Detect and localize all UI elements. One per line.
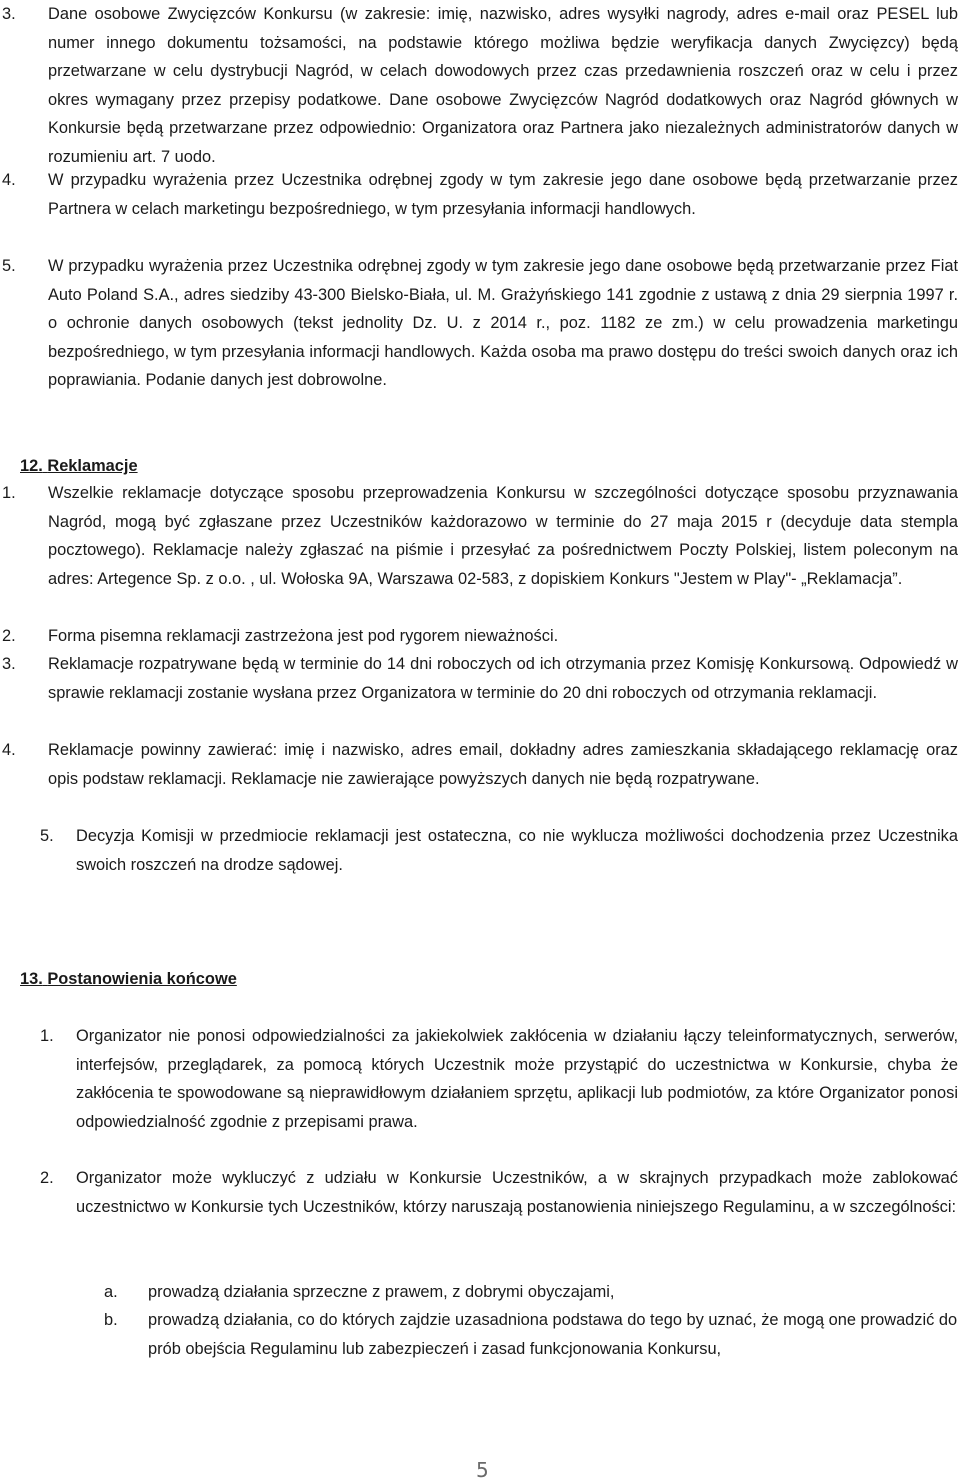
list-letter: a.	[104, 1283, 118, 1301]
section-heading-13	[2, 965, 237, 993]
list-number: 3.	[2, 655, 16, 673]
page-number: 5	[476, 1458, 489, 1482]
reklamacje-item-5	[40, 822, 958, 879]
reklamacje-item-3	[2, 650, 958, 707]
reklamacje-item-1	[2, 479, 958, 593]
list-text: Wszelkie reklamacje dotyczące sposobu przeprowadzenia Konkursu w szczególności dotyczące sposobu przyznawania Nagród, mogą być zgłaszane przez Uczestników każdorazowo w terminie do 27 maja 2015 r (decyduje data stempla pocztowego). Reklamacje należy zgłaszać na piśmie i przesyłać za pośrednictwem Poczty Polskiej, listem poleconym na adres: Artegence Sp. z o.o. , ul. Wołoska 9A, Warszawa 02-583, z dopiskiem Konkurs "Jestem w Play"- „Reklamacja”.	[48, 484, 958, 588]
list-text: Forma pisemna reklamacji zastrzeżona jest pod rygorem nieważności.	[48, 627, 559, 645]
list-number: 1.	[2, 484, 16, 502]
list-number: 4.	[2, 171, 16, 189]
list-text: Organizator może wykluczyć z udziału w Konkursie Uczestników, a w skrajnych przypadkach może zablokować uczestnictwo w Konkursie tych Uczestników, którzy naruszają postanowienia niniejszego Regulaminu, a w szczególności:	[76, 1169, 958, 1216]
list-text: prowadzą działania sprzeczne z prawem, z dobrymi obyczajami,	[148, 1283, 615, 1301]
list-text: W przypadku wyrażenia przez Uczestnika odrębnej zgody w tym zakresie jego dane osobowe będą przetwarzanie przez Fiat Auto Poland S.A., adres siedziby 43-300 Bielsko-Biała, ul. M. Grażyńskiego 141 zgodnie z ustawą z dnia 29 sierpnia 1997 r. o ochronie danych osobowych (tekst jednolity Dz. U. z 2014 r., poz. 1182 ze zm.) w celu prowadzenia marketingu bezpośredniego, w tym przesyłania informacji handlowych. Każda osoba ma prawo dostępu do treści swoich danych oraz ich poprawiania. Podanie danych jest dobrowolne.	[48, 257, 958, 389]
list-item-3	[2, 0, 958, 171]
list-text: prowadzą działania, co do których zajdzie uzasadniona podstawa do tego by uznać, że mogą one prowadzić do prób obejścia Regulaminu lub zabezpieczeń i zasad funkcjonowania Konkursu,	[148, 1311, 958, 1358]
list-text: W przypadku wyrażenia przez Uczestnika odrębnej zgody w tym zakresie jego dane osobowe będą przetwarzanie przez Partnera w celach marketingu bezpośredniego, w tym przesyłania informacji handlowych.	[48, 171, 958, 218]
section-number: 13.	[20, 970, 43, 988]
list-number: 5.	[2, 257, 16, 275]
list-text: Dane osobowe Zwycięzców Konkursu (w zakresie: imię, nazwisko, adres wysyłki nagrody, adres e-mail oraz PESEL lub numer innego dokumentu tożsamości, na podstawie którego możliwa będzie weryfikacja danych Zwycięzcy) będą przetwarzane w celu dystrybucji Nagród, w celach dowodowych przez czas przedawnienia roszczeń oraz w celu i przez okres wymagany przez przepisy podatkowe. Dane osobowe Zwycięzców Nagród dodatkowych oraz Nagród głównych w Konkursie będą przetwarzane przez odpowiednio: Organizatora oraz Partnera jako niezależnych administratorów danych w rozumieniu art. 7 uodo.	[48, 5, 958, 166]
postanowienia-subitem-a	[104, 1278, 958, 1307]
list-number: 2.	[2, 627, 16, 645]
section-title: Postanowienia końcowe	[47, 970, 237, 988]
list-text: Reklamacje rozpatrywane będą w terminie do 14 dni roboczych od ich otrzymania przez Komisję Konkursową. Odpowiedź w sprawie reklamacji zostanie wysłana przez Organizatora w terminie do 20 dni roboczych od otrzymania reklamacji.	[48, 655, 958, 702]
section-heading-12	[2, 452, 138, 480]
postanowienia-item-2	[40, 1164, 958, 1221]
list-text: Organizator nie ponosi odpowiedzialności za jakiekolwiek zakłócenia w działaniu łączy teleinformatycznych, serwerów, interfejsów, przeglądarek, za pomocą których Uczestnik może przystąpić do uczestnictwa w Konkursie, chyba że zakłócenia te spowodowane są nieprawidłowym działaniem sprzętu, aplikacji lub podmiotów, za które Organizator ponosi odpowiedzialność zgodnie z przepisami prawa.	[76, 1027, 958, 1131]
list-text: Decyzja Komisji w przedmiocie reklamacji jest ostateczna, co nie wyklucza możliwości dochodzenia przez Uczestnika swoich roszczeń na drodze sądowej.	[76, 827, 958, 874]
list-number: 3.	[2, 5, 16, 23]
list-number: 5.	[40, 827, 54, 845]
list-letter: b.	[104, 1311, 118, 1329]
list-number: 2.	[40, 1169, 54, 1187]
postanowienia-item-1	[40, 1022, 958, 1136]
postanowienia-subitem-b	[104, 1306, 958, 1363]
list-text: Reklamacje powinny zawierać: imię i nazwisko, adres email, dokładny adres zamieszkania składającego reklamację oraz opis podstaw reklamacji. Reklamacje nie zawierające powyższych danych nie będą rozpatrywane.	[48, 741, 958, 788]
reklamacje-item-2	[2, 622, 958, 651]
section-title: Reklamacje	[47, 457, 138, 475]
section-number: 12.	[20, 457, 43, 475]
list-item-4	[2, 166, 958, 223]
list-item-5	[2, 252, 958, 395]
reklamacje-item-4	[2, 736, 958, 793]
list-number: 1.	[40, 1027, 54, 1045]
list-number: 4.	[2, 741, 16, 759]
